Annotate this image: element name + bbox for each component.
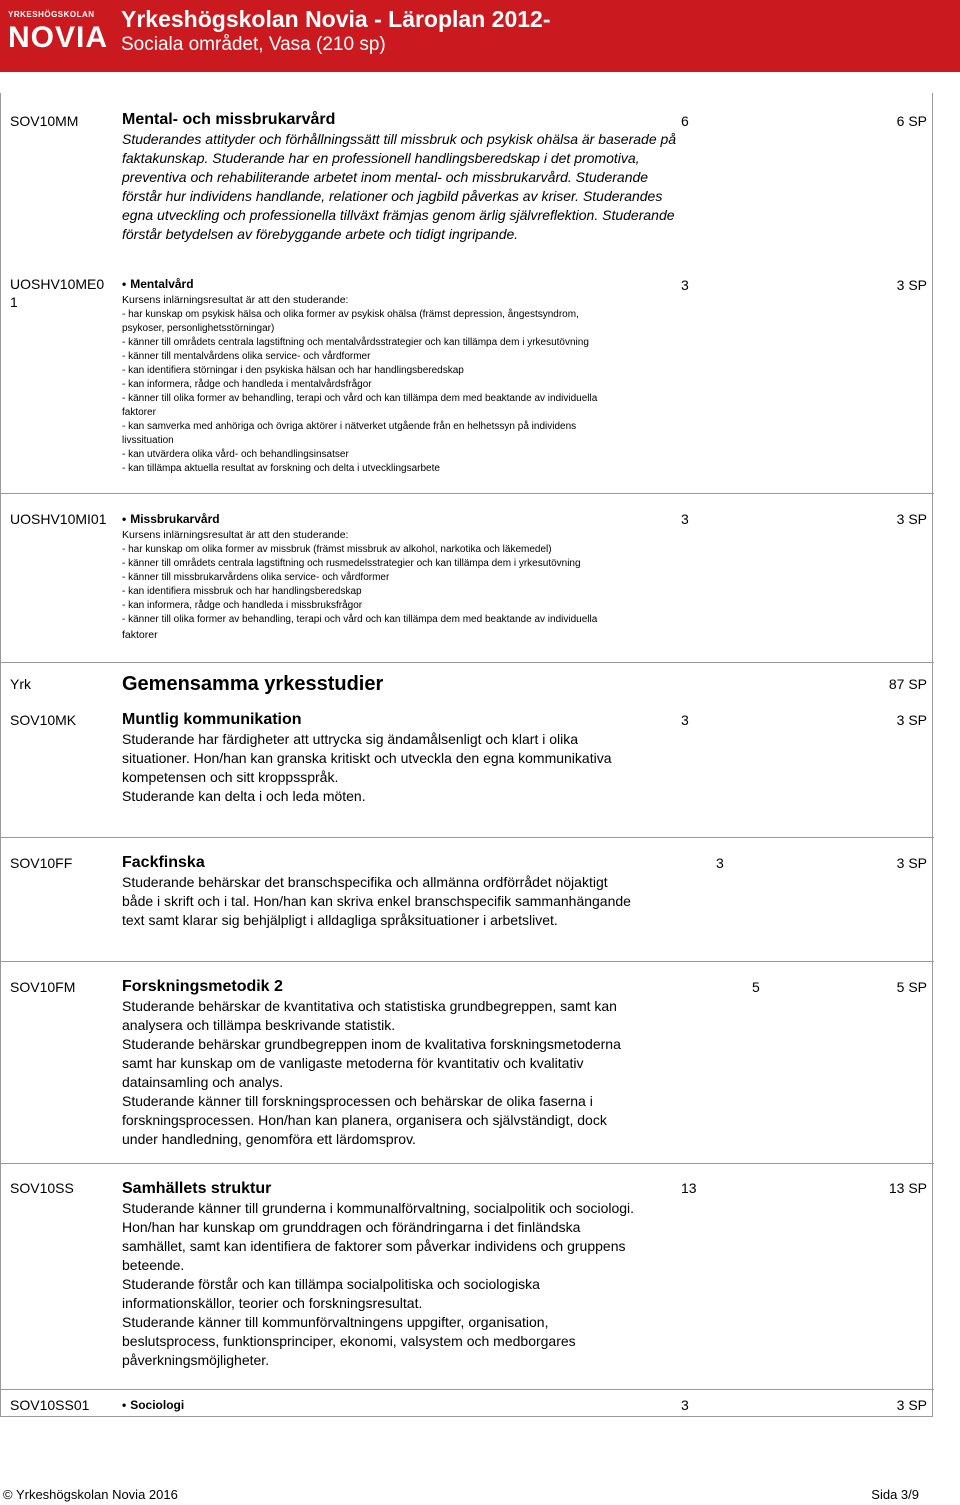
course-sp: 3 SP: [896, 1397, 927, 1413]
course-code: SOV10SS01: [10, 1397, 90, 1413]
outcome-line: - känner till mentalvårdens olika service- och vårdformer: [122, 351, 371, 362]
outcome-line: - kan identifiera störningar i den psykiska hälsan och har handlingsberedskap: [122, 365, 464, 376]
course-title: Mental- och missbrukarvård: [122, 111, 336, 128]
course-description-line: både i skrift och i tal. Hon/han kan skriva enkel branschspecifik sammanhängande: [122, 893, 631, 909]
course-entry: [122, 710, 682, 806]
course-description-line: Studerande känner till forskningsprocessen och behärskar de olika faserna i: [122, 1093, 593, 1109]
sub-course-title-text: Sociologi: [130, 1398, 185, 1412]
course-credits: 6: [681, 113, 689, 129]
document-subtitle: Sociala området, Vasa (210 sp): [121, 34, 386, 55]
row-divider: [0, 1389, 934, 1390]
outcome-line: - känner till områdets centrala lagstiftning och rusmedelsstrategier och kan tillämpa dem i yrkesutövning: [122, 558, 581, 569]
course-sp: 3 SP: [896, 855, 927, 871]
footer-copyright: © Yrkeshögskolan Novia 2016: [3, 1487, 178, 1502]
course-description: Studerandes attityder och förhållningssätt till missbruk och psykisk ohälsa är baserade på faktakunskap. Studerande har en professionell handlingsberedskap i det promotiva, preventiva och rehabiliterande arbetet inom mental- och missbrukarvård. Studerande förstår hur individens handlande, relationer och jagbild påverkas av kriser. Studerandes egna utveckling och professionella tillväxt främjas genom ärlig självreflektion. Studerande förstår betydelsen av förebyggande arbete och tidigt ingripande.: [122, 131, 677, 242]
course-description-line: Studerande känner till kommunförvaltningens uppgifter, organisation,: [122, 1314, 549, 1330]
outcome-line: - kan informera, rådge och handleda i missbruksfrågor: [122, 600, 363, 611]
course-description-line: kompetensen och sitt kroppsspråk.: [122, 769, 339, 785]
table-left-border: [0, 93, 1, 1417]
row-divider: [0, 662, 934, 663]
course-sp: 3 SP: [896, 511, 927, 527]
course-description-line: Studerande har färdigheter att uttrycka sig ändamålsenligt och klart i olika: [122, 731, 579, 747]
row-divider: [0, 493, 934, 494]
row-divider: [0, 1163, 934, 1164]
outcome-line: - har kunskap om olika former av missbruk (främst missbruk av alkohol, narkotika och läkemedel): [122, 544, 552, 555]
course-description-line: Studerande kan delta i och leda möten.: [122, 788, 366, 804]
course-code: [10, 275, 104, 311]
course-description-line: Studerande behärskar de kvantitativa och statistiska grundbegreppen, samt kan: [122, 998, 617, 1014]
outcome-line: faktorer: [122, 629, 158, 641]
outcome-line: - kan informera, rådge och handleda i mentalvårdsfrågor: [122, 379, 372, 390]
course-description-line: Studerande förstår och kan tillämpa socialpolitiska och sociologiska: [122, 1276, 540, 1292]
course-sp: 13 SP: [888, 1180, 927, 1196]
learning-outcomes-intro: Kursens inlärningsresultat är att den studerande:: [122, 294, 349, 306]
sub-course-title-text: Mentalvård: [130, 277, 194, 291]
course-entry: [122, 110, 682, 244]
course-description-line: datainsamling och analys.: [122, 1074, 284, 1090]
sub-course-entry: [122, 1397, 682, 1413]
learning-outcomes-intro: Kursens inlärningsresultat är att den studerande:: [122, 529, 349, 541]
course-description-line: informationskällor, teorier och forskningsresultat.: [122, 1295, 423, 1311]
course-sp: 3 SP: [896, 712, 927, 728]
course-description-line: beslutsprocess, funktionsprinciper, ekonomi, valsystem och medborgares: [122, 1333, 576, 1349]
course-description-line: samhället, samt kan identifiera de faktorer som påverkar individens och gruppens: [122, 1238, 626, 1254]
course-credits: 3: [681, 712, 689, 728]
section-code: Yrk: [10, 676, 31, 692]
outcome-line: - känner till olika former av behandling, terapi och vård och kan tillämpa dem med beaktande av individuella: [122, 393, 598, 404]
course-description-line: samt har kunskap om de vanligaste metoderna för kvantitativ och kvalitativ: [122, 1055, 584, 1071]
outcome-line: faktorer: [122, 407, 156, 418]
section-title: Gemensamma yrkesstudier: [122, 673, 384, 695]
sub-course-title: [122, 1397, 682, 1413]
row-divider: [0, 837, 934, 838]
course-sp: 5 SP: [896, 979, 927, 995]
course-sp: 6 SP: [896, 113, 927, 129]
course-entry: [122, 1179, 682, 1370]
course-code: SOV10FF: [10, 855, 73, 871]
sub-course-entry: [122, 511, 682, 643]
course-credits: 3: [681, 511, 689, 527]
course-code: UOSHV10MI01: [10, 511, 107, 527]
outcome-line: livssituation: [122, 435, 174, 446]
course-code: SOV10MK: [10, 712, 77, 728]
outcome-line: - kan samverka med anhöriga och övriga aktörer i nätverket utgående från en helhetssyn på individens: [122, 421, 577, 432]
logo-big-text: NOVIA: [8, 21, 109, 54]
course-credits: 13: [681, 1180, 697, 1196]
bullet-icon: •: [122, 1398, 127, 1412]
row-divider: [0, 961, 934, 962]
course-description-line: påverkningsmöjligheter.: [122, 1352, 270, 1368]
course-code: SOV10MM: [10, 113, 79, 129]
course-description-line: Studerande känner till grunderna i kommunalförvaltning, socialpolitik och sociologi.: [122, 1200, 635, 1216]
bullet-icon: •: [122, 512, 127, 526]
course-credits: 3: [681, 1397, 689, 1413]
course-title: Fackfinska: [122, 854, 205, 871]
section-sp: 87 SP: [888, 676, 927, 692]
document-title: Yrkeshögskolan Novia - Läroplan 2012-: [121, 6, 551, 32]
outcome-line: - kan tillämpa aktuella resultat av forskning och delta i utvecklingsarbete: [122, 463, 440, 474]
course-description-line: Studerande behärskar det branschspecifika och allmänna ordförrådet nöjaktigt: [122, 874, 608, 890]
footer-page-number: Sida 3/9: [871, 1487, 919, 1502]
course-description-line: analysera och tillämpa beskrivande statistik.: [122, 1017, 396, 1033]
sub-course-title-text: Missbrukarvård: [130, 512, 220, 526]
novia-logo: [0, 0, 108, 72]
course-description-line: situationer. Hon/han kan granska kritiskt och utveckla den egna kommunikativa: [122, 750, 612, 766]
course-code-line2: 1: [10, 294, 18, 310]
course-credits: 3: [716, 855, 724, 871]
logo-small-text: YRKESHÖGSKOLAN: [8, 10, 95, 19]
outcome-line: - har kunskap om psykisk hälsa och olika former av psykisk ohälsa (främst depression, ångestsyndrom,: [122, 309, 579, 320]
page-header: [0, 0, 960, 72]
sub-course-entry: [122, 276, 682, 476]
outcome-line: - känner till områdets centrala lagstiftning och mentalvårdsstrategier och kan tillämpa dem i yrkesutövning: [122, 337, 589, 348]
course-description-line: text samt klarar sig behjälpligt i alldagliga språksituationer i arbetslivet.: [122, 912, 558, 928]
outcome-line: - kan identifiera missbruk och har handlingsberedskap: [122, 586, 362, 597]
bullet-icon: •: [122, 277, 127, 291]
course-description-line: under handledning, genomföra ett lärdomsprov.: [122, 1131, 416, 1147]
course-code-line1: UOSHV10ME0: [10, 276, 105, 292]
course-entry: [122, 853, 682, 930]
course-entry: [122, 977, 682, 1149]
sub-course-title: [122, 276, 682, 292]
course-code: SOV10FM: [10, 979, 76, 995]
course-title: Samhällets struktur: [122, 1180, 272, 1197]
course-title: Forskningsmetodik 2: [122, 978, 283, 995]
course-title: Muntlig kommunikation: [122, 711, 302, 728]
outcome-line: - känner till olika former av behandling, terapi och vård och kan tillämpa dem med beaktande av individuella: [122, 614, 598, 625]
course-description-line: beteende.: [122, 1257, 185, 1273]
outcome-line: - kan utvärdera olika vård- och behandlingsinsatser: [122, 449, 349, 460]
course-credits: 5: [752, 979, 760, 995]
outcome-line: psykoser, personlighetsstörningar): [122, 323, 275, 334]
course-description-line: Studerande behärskar grundbegreppen inom de kvalitativa forskningsmetoderna: [122, 1036, 621, 1052]
course-description-line: Hon/han har kunskap om grunddragen och förändringarna i det finländska: [122, 1219, 581, 1235]
course-sp: 3 SP: [896, 277, 927, 293]
sub-course-title: [122, 511, 682, 527]
course-code: SOV10SS: [10, 1180, 74, 1196]
course-credits: 3: [681, 277, 689, 293]
outcome-line: - känner till missbrukarvårdens olika service- och vårdformer: [122, 572, 390, 583]
course-description-line: forskningsprocessen. Hon/han kan planera, organisera och självständigt, dock: [122, 1112, 607, 1128]
